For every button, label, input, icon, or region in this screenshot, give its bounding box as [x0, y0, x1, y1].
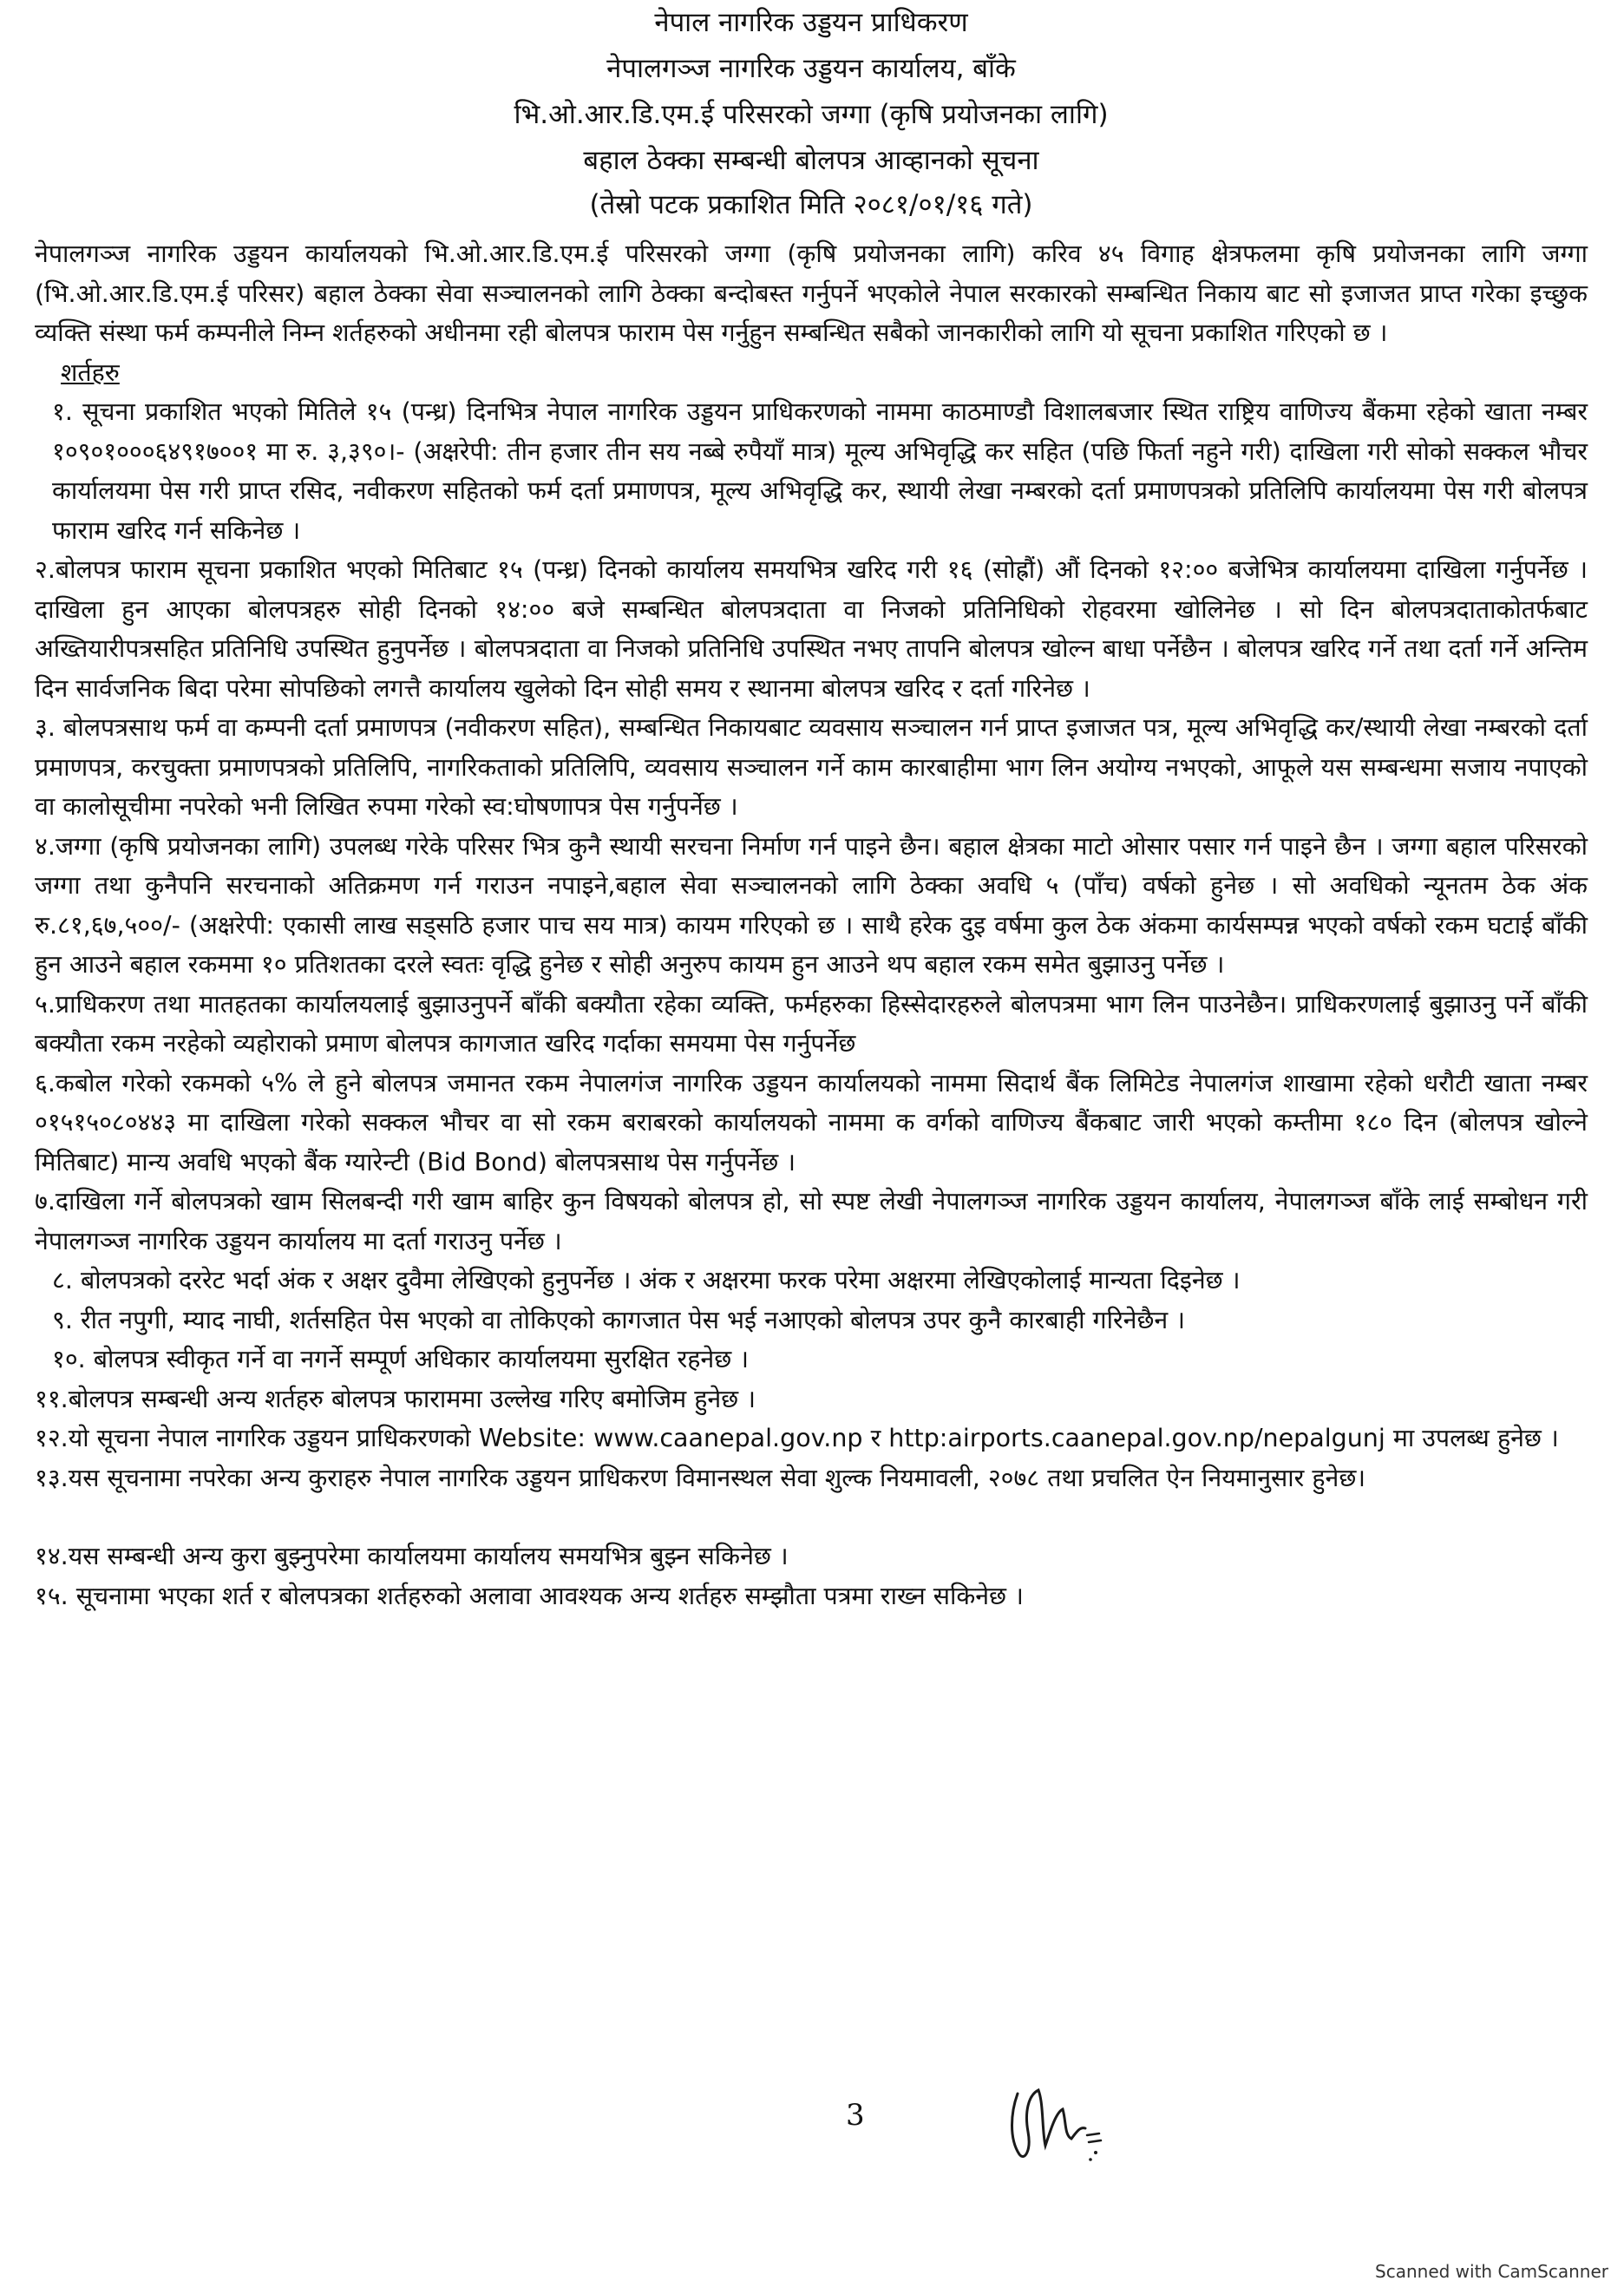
condition-14: १४.यस सम्बन्धी अन्य कुरा बुझ्नुपरेमा कार्यालयमा कार्यालय समयभित्र बुझ्न सकिनेछ । [35, 1542, 789, 1570]
condition-12: १२.यो सूचना नेपाल नागरिक उड्डयन प्राधिकरणको Website: www.caanepal.gov.np र http:airports.caanepal.gov.np/nepalgunj मा उपलब्ध हुनेछ । [35, 1424, 1559, 1452]
condition-7: ७.दाखिला गर्ने बोलपत्रको खाम सिलबन्दी गरी खाम बाहिर कुन विषयको बोलपत्र हो, सो स्पष्ट लेखी नेपालगञ्ज नागरिक उड्डयन कार्यालय, नेपालगञ्ज बाँके लाई सम्बोधन गरी नेपालगञ्ज नागरिक उड्डयन कार्यालय मा दर्ता गराउनु पर्नेछ । [35, 1187, 1588, 1255]
page-number: 3 [846, 2098, 865, 2133]
condition-13: १३.यस सूचनामा नपरेका अन्य कुराहरु नेपाल नागरिक उड्डयन प्राधिकरण विमानस्थल सेवा शुल्क नियमावली, २०७८ तथा प्रचलित ऐन नियमानुसार हुनेछ। [35, 1463, 1366, 1492]
header-publication-date: (तेस्रो पटक प्रकाशित मिति २०८१/०१/१६ गते) [589, 189, 1033, 220]
intro-paragraph: नेपालगञ्ज नागरिक उड्डयन कार्यालयको भि.ओ.आर.डि.एम.ई परिसरको जग्गा (कृषि प्रयोजनका लागि) करिव ४५ विगाह क्षेत्रफलमा कृषि प्रयोजनका लागि जग्गा (भि.ओ.आर.डि.एम.ई परिसर) बहाल ठेक्का सेवा सञ्चालनको लागि ठेक्का बन्दोबस्त गर्नुपर्ने भएकोले नेपाल सरकारको सम्बन्धित निकाय बाट सो इजाजत प्राप्त गरेका इच्छुक व्यक्ति संस्था फर्म कम्पनीले निम्न शर्तहरुको अधीनमा रही बोलपत्र फाराम पेस गर्नुहुन सम्बन्धित सबैको जानकारीको लागि यो सूचना प्रकाशित गरिएको छ । [35, 239, 1588, 347]
condition-8: ८. बोलपत्रको दररेट भर्दा अंक र अक्षर दुवैमा लेखिएको हुनुपर्नेछ । अंक र अक्षरमा फरक परेमा अक्षरमा लेखिएकोलाई मान्यता दिइनेछ । [52, 1266, 1241, 1294]
scanner-watermark: Scanned with CamScanner [1375, 2261, 1608, 2282]
condition-5: ५.प्राधिकरण तथा मातहतका कार्यालयलाई बुझाउनुपर्ने बाँकी बक्यौता रहेका व्यक्ति, फर्महरुका हिस्सेदारहरुले बोलपत्रमा भाग लिन पाउनेछैन। प्राधिकरणलाई बुझाउनु पर्ने बाँकी बक्यौता रकम नरहेको व्यहोराको प्रमाण बोलपत्र कागजात खरिद गर्दाका समयमा पेस गर्नुपर्नेछ [35, 989, 1588, 1058]
signature-mark [993, 2078, 1106, 2165]
notice-body [35, 234, 1588, 1616]
condition-11: ११.बोलपत्र सम्बन्धी अन्य शर्तहरु बोलपत्र फाराममा उल्लेख गरिए बमोजिम हुनेछ । [35, 1384, 756, 1413]
header-authority: नेपाल नागरिक उड्डयन प्राधिकरण [654, 7, 968, 38]
condition-15: १५. सूचनामा भएका शर्त र बोलपत्रका शर्तहरुको अलावा आवश्यक अन्य शर्तहरु सम्झौता पत्रमा राख्न सकिनेछ । [35, 1581, 1024, 1610]
condition-6: ६.कबोल गरेको रकमको ५% ले हुने बोलपत्र जमानत रकम नेपालगंज नागरिक उड्डयन कार्यालयको नाममा सिदार्थ बैंक लिमिटेड नेपालगंज शाखामा रहेको धरौटी खाता नम्बर ०१५१५०८०४४३ मा दाखिला गरेको सक्कल भौचर वा सो रकम बराबरको कार्यालयको नाममा क वर्गको वाणिज्य बैंकबाट जारी भएको कम्तीमा १८० दिन (बोलपत्र खोल्ने मितिबाट) मान्य अवधि भएको बैंक ग्यारेन्टी (Bid Bond) बोलपत्रसाथ पेस गर्नुपर्नेछ । [35, 1068, 1588, 1176]
header-subject: भि.ओ.आर.डि.एम.ई परिसरको जग्गा (कृषि प्रयोजनका लागि) [514, 99, 1109, 130]
header-office: नेपालगञ्ज नागरिक उड्डयन कार्यालय, बाँके [606, 53, 1016, 84]
condition-1: १. सूचना प्रकाशित भएको मितिले १५ (पन्ध्र) दिनभित्र नेपाल नागरिक उड्डयन प्राधिकरणको नाममा काठमाण्डौ विशालबजार स्थित राष्ट्रिय वाणिज्य बैंकमा रहेको खाता नम्बर १०९०१०००६४९१७००१ मा रु. ३,३९०।- (अक्षरेपी: तीन हजार तीन सय नब्बे रुपैयाँ मात्र) मूल्य अभिवृद्धि कर सहित (पछि फिर्ता नहुने गरी) दाखिला गरी सोको सक्कल भौचर कार्यालयमा पेस गरी प्राप्त रसिद, नवीकरण सहितको फर्म दर्ता प्रमाणपत्र, मूल्य अभिवृद्धि कर, स्थायी लेखा नम्बरको दर्ता प्रमाणपत्रको प्रतिलिपि कार्यालयमा पेस गरी बोलपत्र फाराम खरिद गर्न सकिनेछ । [52, 397, 1588, 545]
condition-9: ९. रीत नपुगी, म्याद नाघी, शर्तसहित पेस भएको वा तोकिएको कागजात पेस भई नआएको बोलपत्र उपर कुनै कारबाही गरिनेछैन । [52, 1305, 1186, 1334]
condition-10: १०. बोलपत्र स्वीकृत गर्ने वा नगर्ने सम्पूर्ण अधिकार कार्यालयमा सुरक्षित रहनेछ । [52, 1345, 750, 1373]
condition-2: २.बोलपत्र फाराम सूचना प्रकाशित भएको मितिबाट १५ (पन्ध्र) दिनको कार्यालय समयभित्र खरिद गरी १६ (सोह्रौं) औं दिनको १२:०० बजेभित्र कार्यालयमा दाखिला गर्नुपर्नेछ । दाखिला हुन आएका बोलपत्रहरु सोही दिनको १४:०० बजे सम्बन्धित बोलपत्रदाता वा निजको प्रतिनिधिको रोहवरमा खोलिनेछ । सो दिन बोलपत्रदाताकोतर्फबाट अख्तियारीपत्रसहित प्रतिनिधि उपस्थित हुनुपर्नेछ । बोलपत्रदाता वा निजको प्रतिनिधि उपस्थित नभए तापनि बोलपत्र खोल्न बाधा पर्नेछैन । बोलपत्र खरिद गर्ने तथा दर्ता गर्ने अन्तिम दिन सार्वजनिक बिदा परेमा सोपछिको लगत्तै कार्यालय खुलेको दिन सोही समय र स्थानमा बोलपत्र खरिद र दर्ता गरिनेछ । [35, 555, 1588, 703]
condition-4: ४.जग्गा (कृषि प्रयोजनका लागि) उपलब्ध गरेके परिसर भित्र कुनै स्थायी सरचना निर्माण गर्न पाइने छैन। बहाल क्षेत्रका माटो ओसार पसार गर्न पाइने छैन । जग्गा बहाल परिसरको जग्गा तथा कुनैपनि सरचनाको अतिक्रमण गर्न गराउन नपाइने,बहाल सेवा सञ्चालनको लागि ठेक्का अवधि ५ (पाँच) वर्षको हुनेछ । सो अवधिको न्यूनतम ठेक अंक रु.८१,६७,५००/- (अक्षरेपी: एकासी लाख सड्सठि हजार पाच सय मात्र) कायम गरिएको छ । साथै हरेक दुइ वर्षमा कुल ठेक अंकमा कार्यसम्पन्न भएको वर्षको रकम घटाई बाँकी हुन आउने बहाल रकममा १० प्रतिशतका दरले स्वतः वृद्धि हुनेछ र सोही अनुरुप कायम हुन आउने थप बहाल रकम समेत बुझाउनु पर्नेछ । [35, 831, 1588, 979]
conditions-heading: शर्तहरु [61, 357, 120, 387]
header-notice-title: बहाल ठेक्का सम्बन्धी बोलपत्र आव्हानको सूचना [583, 145, 1039, 176]
condition-3: ३. बोलपत्रसाथ फर्म वा कम्पनी दर्ता प्रमाणपत्र (नवीकरण सहित), सम्बन्धित निकायबाट व्यवसाय सञ्चालन गर्न प्राप्त इजाजत पत्र, मूल्य अभिवृद्धि कर/स्थायी लेखा नम्बरको दर्ता प्रमाणपत्र, करचुक्ता प्रमाणपत्रको प्रतिलिपि, नागरिकताको प्रतिलिपि, व्यवसाय सञ्चालन गर्ने काम कारबाहीमा भाग लिन अयोग्य नभएको, आफूले यस सम्बन्धमा सजाय नपाएको वा कालोसूचीमा नपरेको भनी लिखित रुपमा गरेको स्व:घोषणापत्र पेस गर्नुपर्नेछ । [35, 713, 1588, 821]
